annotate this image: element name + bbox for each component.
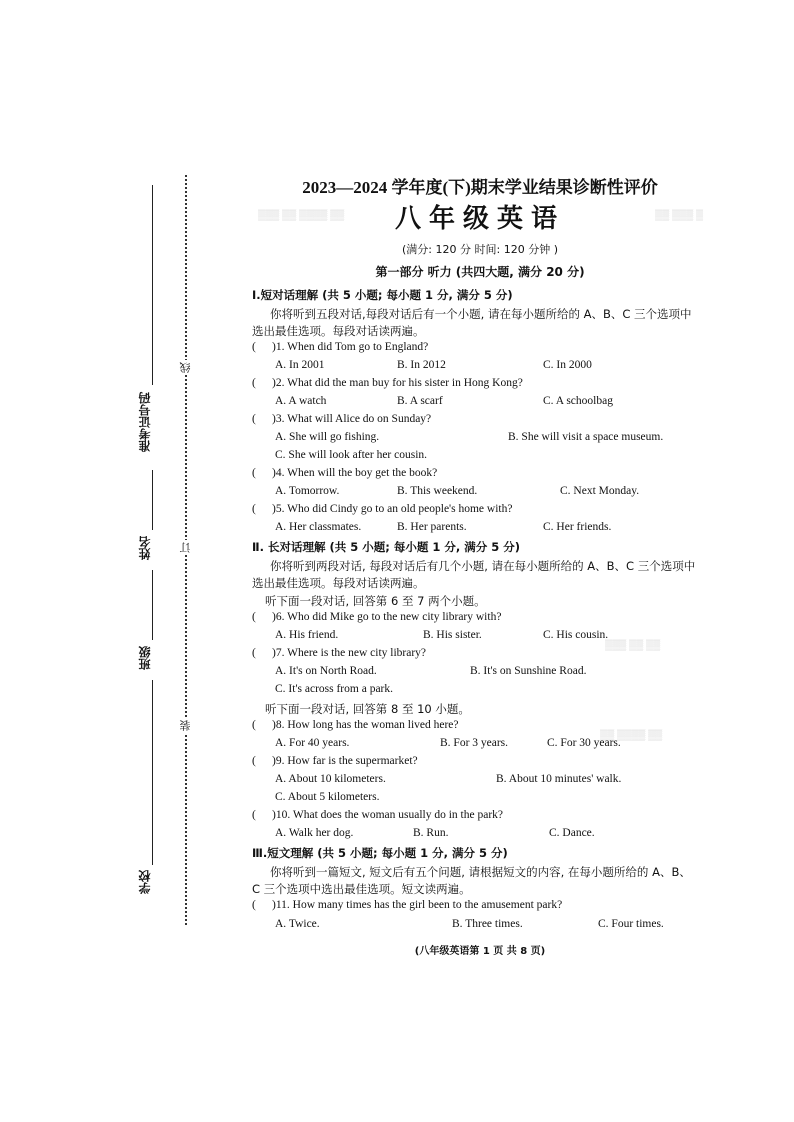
- name-line: [152, 470, 153, 530]
- answer-option: A. She will go fishing.: [275, 431, 380, 443]
- answer-option: B. About 10 minutes' walk.: [496, 773, 622, 785]
- binding-margin: [120, 170, 200, 930]
- answer-option: B. Three times.: [452, 918, 523, 930]
- seal-mark-install: 装: [179, 720, 192, 731]
- subject-title: 八年级英语: [394, 204, 565, 233]
- question-stem: ( )10. What does the woman usually do in the park?: [252, 809, 504, 821]
- seal-mark-bind: 订: [179, 542, 192, 553]
- answer-option: B. Her parents.: [397, 521, 467, 533]
- question-stem: ( )1. When did Tom go to England?: [252, 341, 429, 353]
- question-stem: ( )6. Who did Mike go to the new city library with?: [252, 611, 502, 623]
- answer-option: B. A scarf: [397, 395, 443, 407]
- question-stem: ( )7. Where is the new city library?: [252, 647, 427, 659]
- answer-option: B. Run.: [413, 827, 449, 839]
- bleed-through-text: ▒▒▒ ▒▒ ▒▒▒▒ ▒▒: [258, 210, 345, 221]
- answer-option: C. In 2000: [543, 359, 592, 371]
- section-instruction: 选出最佳选项。每段对话读两遍。: [252, 576, 425, 590]
- answer-option: A. About 10 kilometers.: [275, 773, 386, 785]
- school-line: [152, 680, 153, 865]
- answer-option: A. His friend.: [275, 629, 339, 641]
- answer-option: C. Her friends.: [543, 521, 612, 533]
- class-line: [152, 570, 153, 640]
- question-stem: ( )8. How long has the woman lived here?: [252, 719, 459, 731]
- answer-option: C. A schoolbag: [543, 395, 613, 407]
- exam-meta: (满分: 120 分 时间: 120 分钟 ): [402, 243, 558, 256]
- exam-title: 2023—2024 学年度(下)期末学业结果诊断性评价: [302, 178, 658, 197]
- answer-option: C. She will look after her cousin.: [275, 449, 428, 461]
- answer-option: B. In 2012: [397, 359, 446, 371]
- name-label: 姓名: [138, 536, 152, 560]
- question-stem: ( )9. How far is the supermarket?: [252, 755, 418, 767]
- answer-option: B. It's on Sunshine Road.: [470, 665, 587, 677]
- bleed-through-text: ▒▒ ▒▒▒▒ ▒▒: [600, 730, 663, 741]
- exam-number-line: [152, 185, 153, 385]
- school-label: 学校: [138, 870, 152, 894]
- section-instruction: 你将听到一篇短文, 短文后有五个问题, 请根据短文的内容, 在每小题所给的 A、B、: [270, 865, 691, 879]
- answer-option: B. This weekend.: [397, 485, 478, 497]
- bleed-through-text: ▒▒▒ ▒▒ ▒▒: [605, 640, 661, 651]
- answer-option: A. Tomorrow.: [275, 485, 340, 497]
- answer-option: C. It's across from a park.: [275, 683, 393, 695]
- answer-option: A. Walk her dog.: [275, 827, 354, 839]
- section-instruction: 你将听到两段对话, 每段对话后有几个小题, 请在每小题所给的 A、B、C 三个选项中: [270, 559, 696, 573]
- seal-mark-line: 线: [179, 362, 192, 373]
- answer-option: A. A watch: [275, 395, 327, 407]
- answer-option: C. Dance.: [549, 827, 595, 839]
- answer-option: A. Her classmates.: [275, 521, 362, 533]
- answer-option: C. For 30 years.: [547, 737, 621, 749]
- answer-option: A. It's on North Road.: [275, 665, 377, 677]
- answer-option: C. About 5 kilometers.: [275, 791, 380, 803]
- listening-subheading: 听下面一段对话, 回答第 8 至 10 小题。: [265, 702, 470, 716]
- question-stem: ( )5. Who did Cindy go to an old people's home with?: [252, 503, 513, 515]
- answer-option: A. For 40 years.: [275, 737, 350, 749]
- section-heading: Ⅰ.短对话理解 (共 5 小题; 每小题 1 分, 满分 5 分): [252, 288, 513, 302]
- class-label: 班级: [138, 646, 152, 670]
- answer-option: B. His sister.: [423, 629, 482, 641]
- exam-number-label: 准考证号码: [138, 392, 152, 452]
- answer-option: C. His cousin.: [543, 629, 609, 641]
- answer-option: B. She will visit a space museum.: [508, 431, 664, 443]
- section-instruction: 选出最佳选项。每段对话读两遍。: [252, 324, 425, 338]
- answer-option: C. Next Monday.: [560, 485, 640, 497]
- section-heading: Ⅲ.短文理解 (共 5 小题; 每小题 1 分, 满分 5 分): [252, 846, 508, 860]
- bleed-through-text: ▒▒ ▒▒▒ ▒: [655, 210, 704, 221]
- question-stem: ( )3. What will Alice do on Sunday?: [252, 413, 432, 425]
- section-instruction: 你将听到五段对话,每段对话后有一个小题, 请在每小题所给的 A、B、C 三个选项中: [270, 307, 692, 321]
- listening-subheading: 听下面一段对话, 回答第 6 至 7 两个小题。: [265, 594, 486, 608]
- question-stem: ( )2. What did the man buy for his sister in Hong Kong?: [252, 377, 523, 389]
- answer-option: B. For 3 years.: [440, 737, 509, 749]
- section-heading: Ⅱ. 长对话理解 (共 5 小题; 每小题 1 分, 满分 5 分): [252, 540, 520, 554]
- question-stem: ( )4. When will the boy get the book?: [252, 467, 438, 479]
- answer-option: C. Four times.: [598, 918, 664, 930]
- answer-option: A. Twice.: [275, 918, 320, 930]
- part-heading: 第一部分 听力 (共四大题, 满分 20 分): [375, 265, 585, 279]
- question-stem: ( )11. How many times has the girl been to the amusement park?: [252, 899, 563, 911]
- section-instruction: C 三个选项中选出最佳选项。短文读两遍。: [252, 882, 471, 896]
- page-footer: (八年级英语第 1 页 共 8 页): [414, 946, 546, 957]
- answer-option: A. In 2001: [275, 359, 325, 371]
